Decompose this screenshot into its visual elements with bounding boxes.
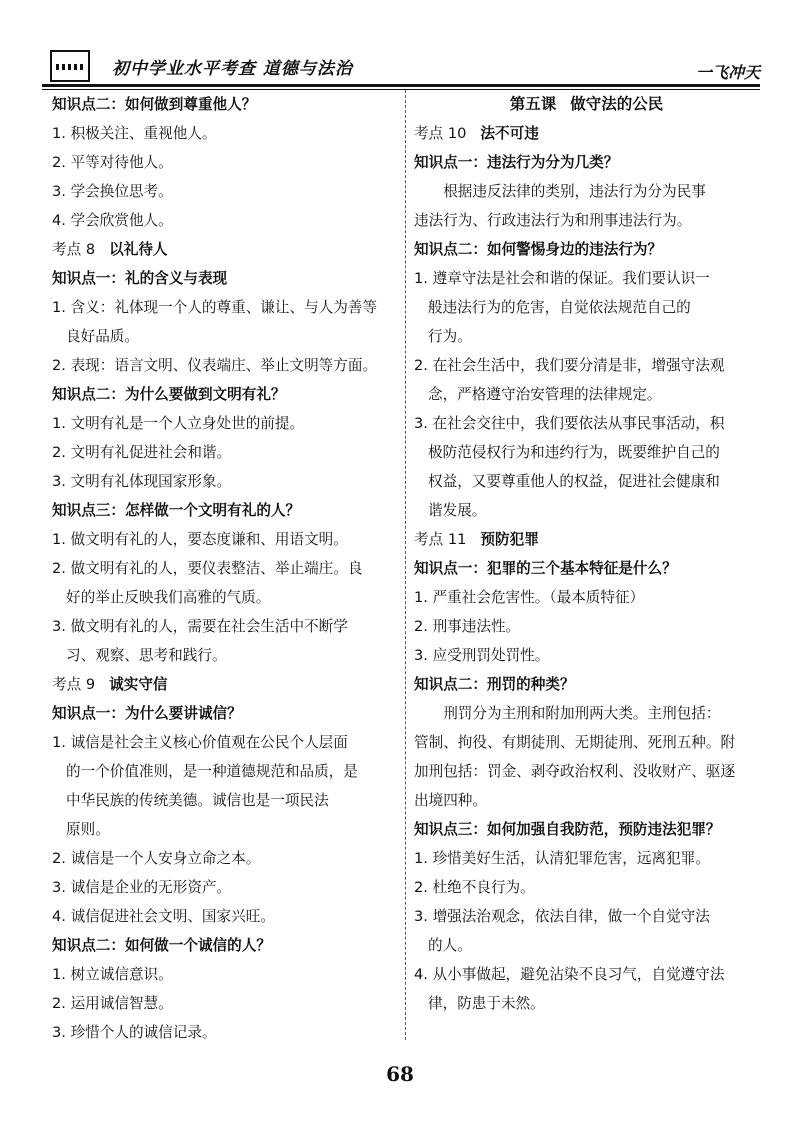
knowledge-point-heading: 知识点二：如何做一个诚信的人？ xyxy=(52,937,271,954)
exam-name: 法不可违 xyxy=(480,125,539,142)
knowledge-point-heading: 知识点一：违法行为分为几类？ xyxy=(414,154,619,171)
list-item: 3. 应受刑罚处罚性。 xyxy=(414,647,550,664)
list-item: 1. 文明有礼是一个人立身处世的前提。 xyxy=(52,415,305,432)
paragraph: 根据违反法律的类别，违法行为分为民事 xyxy=(443,183,706,200)
knowledge-point-heading: 知识点二：如何警惕身边的违法行为？ xyxy=(414,241,663,258)
exam-number: 考点 10 xyxy=(414,125,467,142)
list-item: 1. 做文明有礼的人，要态度谦和、用语文明。 xyxy=(52,531,348,548)
exam-point-heading xyxy=(52,670,397,699)
list-item: 1. 珍惜美好生活，认清犯罪危害，远离犯罪。 xyxy=(414,850,710,867)
column-divider xyxy=(405,90,406,1040)
page-number: 68 xyxy=(386,1062,414,1086)
list-item: 2. 表现：语言文明、仪表端庄、举止文明等方面。 xyxy=(52,357,378,374)
list-item: 4. 从小事做起，避免沾染不良习气，自觉遵守法 xyxy=(414,966,725,983)
list-item: 2. 文明有礼促进社会和谐。 xyxy=(52,444,232,461)
left-column xyxy=(52,90,397,1047)
list-item-continuation: 谐发展。 xyxy=(428,502,487,519)
header-title: 初中学业水平考查 道德与法治 xyxy=(112,59,353,79)
knowledge-point-heading: 知识点三：如何加强自我防范，预防违法犯罪？ xyxy=(414,821,721,838)
list-item: 2. 杜绝不良行为。 xyxy=(414,879,535,896)
paragraph-continuation: 管制、拘役、有期徒刑、无期徒刑、死刑五种。附 xyxy=(414,734,736,751)
knowledge-point-heading: 知识点三：怎样做一个文明有礼的人？ xyxy=(52,502,301,519)
list-item: 2. 做文明有礼的人，要仪表整洁、举止端庄。良 xyxy=(52,560,363,577)
list-item: 2. 运用诚信智慧。 xyxy=(52,995,173,1012)
list-item: 3. 增强法治观念，依法自律，做一个自觉守法 xyxy=(414,908,710,925)
list-item: 1. 严重社会危害性。（最本质特征） xyxy=(414,589,645,606)
lesson-title xyxy=(414,90,759,119)
list-item: 2. 在社会生活中，我们要分清是非，增强守法观 xyxy=(414,357,725,374)
list-item: 1. 含义：礼体现一个人的尊重、谦让、与人为善等 xyxy=(52,299,378,316)
list-item-continuation: 般违法行为的危害，自觉依法规范自己的 xyxy=(428,299,691,316)
list-item-continuation: 原则。 xyxy=(66,821,110,838)
list-item: 3. 珍惜个人的诚信记录。 xyxy=(52,1024,217,1041)
list-item: 2. 平等对待他人。 xyxy=(52,154,173,171)
list-item: 3. 诚信是企业的无形资产。 xyxy=(52,879,232,896)
exam-point-heading xyxy=(52,235,397,264)
paragraph-continuation: 加刑包括：罚金、剥夺政治权利、没收财产、驱逐 xyxy=(414,763,736,780)
list-item: 2. 诚信是一个人安身立命之本。 xyxy=(52,850,261,867)
lesson-number: 第五课 xyxy=(509,95,557,113)
list-item-continuation: 权益，又要尊重他人的权益，促进社会健康和 xyxy=(428,473,720,490)
list-item: 4. 学会欣赏他人。 xyxy=(52,212,173,229)
exam-number: 考点 9 xyxy=(52,676,96,693)
list-item: 1. 积极关注、重视他人。 xyxy=(52,125,217,142)
exam-number: 考点 8 xyxy=(52,241,96,258)
knowledge-point-heading: 知识点一：为什么要讲诚信？ xyxy=(52,705,242,722)
page-header xyxy=(42,44,760,88)
exam-name: 以礼待人 xyxy=(109,241,168,258)
exam-point-heading xyxy=(414,119,759,148)
paragraph: 刑罚分为主刑和附加刑两大类。主刑包括： xyxy=(443,705,721,722)
list-item: 4. 诚信促进社会文明、国家兴旺。 xyxy=(52,908,275,925)
list-item: 3. 在社会交往中，我们要依法从事民事活动，积 xyxy=(414,415,725,432)
list-item-continuation: 极防范侵权行为和违约行为，既要维护自己的 xyxy=(428,444,720,461)
exam-name: 预防犯罪 xyxy=(480,531,539,548)
list-item-continuation: 律，防患于未然。 xyxy=(428,995,545,1012)
list-item: 2. 刑事违法性。 xyxy=(414,618,521,635)
list-item: 3. 学会换位思考。 xyxy=(52,183,173,200)
knowledge-point-heading: 知识点一：犯罪的三个基本特征是什么？ xyxy=(414,560,677,577)
list-item: 1. 树立诚信意识。 xyxy=(52,966,173,983)
list-item-continuation: 中华民族的传统美德。诚信也是一项民法 xyxy=(66,792,329,809)
header-brand: 一飞冲天 xyxy=(695,63,760,82)
knowledge-point-heading: 知识点二：如何做到尊重他人？ xyxy=(52,96,257,113)
exam-point-heading xyxy=(414,525,759,554)
paragraph-continuation: 出境四种。 xyxy=(414,792,487,809)
knowledge-point-heading: 知识点二：为什么要做到文明有礼？ xyxy=(52,386,286,403)
list-item: 3. 做文明有礼的人，需要在社会生活中不断学 xyxy=(52,618,348,635)
list-item-continuation: 良好品质。 xyxy=(66,328,139,345)
list-item: 3. 文明有礼体现国家形象。 xyxy=(52,473,232,490)
list-item: 1. 遵章守法是社会和谐的保证。我们要认识一 xyxy=(414,270,710,287)
list-item-continuation: 的人。 xyxy=(428,937,472,954)
list-item-continuation: 习、观察、思考和践行。 xyxy=(66,647,227,664)
list-item-continuation: 行为。 xyxy=(428,328,472,345)
book-logo-icon xyxy=(50,50,90,82)
exam-number: 考点 11 xyxy=(414,531,467,548)
knowledge-point-heading: 知识点二：刑罚的种类？ xyxy=(414,676,575,693)
paragraph-continuation: 违法行为、行政违法行为和刑事违法行为。 xyxy=(414,212,692,229)
right-column xyxy=(414,90,759,1018)
lesson-name: 做守法的公民 xyxy=(570,95,664,113)
exam-name: 诚实守信 xyxy=(109,676,168,693)
list-item-continuation: 的一个价值准则，是一种道德规范和品质，是 xyxy=(66,763,358,780)
list-item-continuation: 好的举止反映我们高雅的气质。 xyxy=(66,589,271,606)
knowledge-point-heading: 知识点一：礼的含义与表现 xyxy=(52,270,228,287)
list-item-continuation: 念，严格遵守治安管理的法律规定。 xyxy=(428,386,662,403)
list-item: 1. 诚信是社会主义核心价值观在公民个人层面 xyxy=(52,734,348,751)
